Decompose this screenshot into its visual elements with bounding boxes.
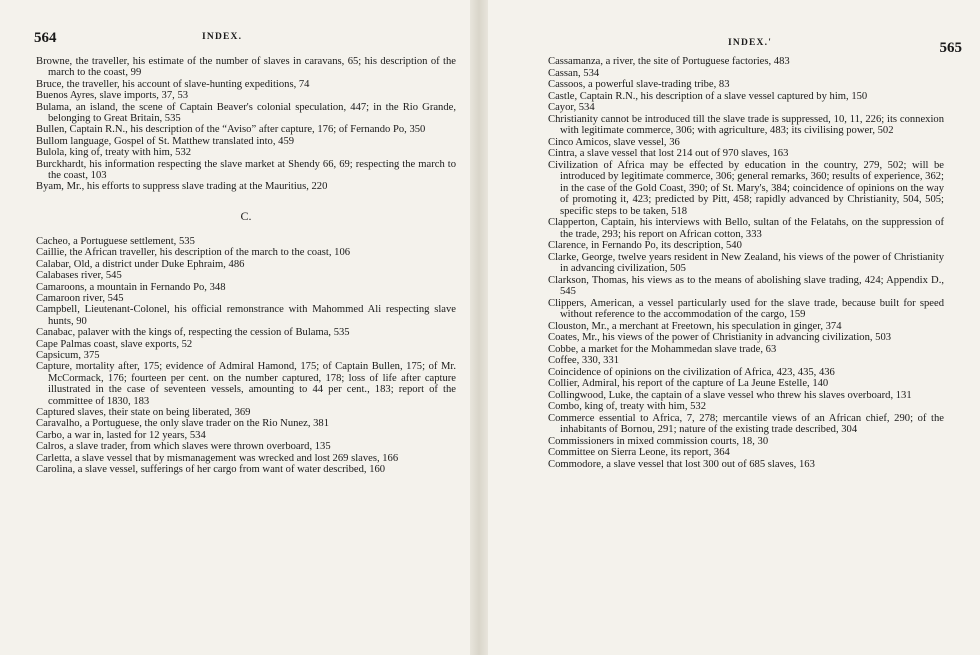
index-entry: Clouston, Mr., a merchant at Freetown, his speculation in ginger, 374 bbox=[548, 320, 842, 332]
index-section-c-continued bbox=[548, 56, 944, 470]
index-section-b bbox=[36, 56, 456, 193]
index-entry: Combo, king of, treaty with him, 532 bbox=[548, 401, 707, 412]
index-entry: Cintra, a slave vessel that lost 214 out of 970 slaves, 163 bbox=[548, 148, 789, 159]
index-entry: Camaroons, a mountain in Fernando Po, 348 bbox=[36, 281, 226, 293]
index-section-c bbox=[36, 236, 456, 476]
index-entry: Coincidence of opinions on the civilization of Africa, 423, 435, 436 bbox=[548, 366, 835, 378]
index-entry: Clarence, in Fernando Po, its description, 540 bbox=[548, 240, 742, 251]
index-entry: Commerce essential to Africa, 7, 278; mercantile views of an African chief, 290; of the inhabitants of Bornou, 291; nature of the existing trade described, 304 bbox=[548, 412, 944, 435]
index-entry: Castle, Captain R.N., his description of a slave vessel captured by him, 150 bbox=[548, 90, 868, 102]
index-entry: Commodore, a slave vessel that lost 300 out of 685 slaves, 163 bbox=[548, 458, 815, 470]
index-entry: Cassoos, a powerful slave-trading tribe, 83 bbox=[548, 79, 730, 90]
index-entry: Commissioners in mixed commission courts, 18, 30 bbox=[548, 435, 769, 447]
index-entry: Carletta, a slave vessel that by mismanagement was wrecked and lost 269 slaves, 166 bbox=[36, 452, 399, 464]
index-entry: Camaroon river, 545 bbox=[36, 292, 124, 304]
index-entry: Cacheo, a Portuguese settlement, 535 bbox=[36, 235, 195, 247]
index-entry: Civilization of Africa may be effected by education in the country, 279, 502; will be introduced by legitimate commerce, 306; general remarks, 360; results of experience, 362; in the case of the Gold Coast, 390; of St. Mary's, 384; coincidence of opinions on the way of promoting it, 423; predicted by Pitt, 458; rapidly advanced by Christianity, 504, 505; specific steps to be taken, 518 bbox=[548, 159, 944, 217]
index-entry: Clarkson, Thomas, his views as to the means of abolishing slave trading, 424; Appendix D., 545 bbox=[548, 274, 944, 297]
index-entry: Capture, mortality after, 175; evidence of Admiral Hamond, 175; of Captain Bullen, 175; of Mr. McCormack, 176; fourteen per cent. on the number captured, 178; loss of life after capture illustrated in the case of seventeen vessels, amounting to 44 per cent., 183; report of the committee of 1830, 183 bbox=[36, 361, 456, 407]
index-entry: Canabac, palaver with the kings of, respecting the cession of Bulama, 535 bbox=[36, 327, 350, 339]
index-entry: Byam, Mr., his efforts to suppress slave trading at the Mauritius, 220 bbox=[36, 181, 328, 193]
page-number: 565 bbox=[939, 40, 962, 56]
right-page-header bbox=[548, 30, 962, 56]
index-entry: Cobbe, a market for the Mohammedan slave trade, 63 bbox=[548, 343, 777, 355]
index-entry: Captured slaves, their state on being liberated, 369 bbox=[36, 406, 251, 418]
index-entry: Clippers, American, a vessel particularly used for the slave trade, because built for speed without reference to the accommodation of the cargo, 159 bbox=[548, 297, 944, 320]
index-entry: Campbell, Lieutenant-Colonel, his official remonstrance with Mahommed Ali respecting slave hunts, 90 bbox=[36, 304, 456, 327]
index-entry: Calabases river, 545 bbox=[36, 270, 122, 282]
index-entry: Buenos Ayres, slave imports, 37, 53 bbox=[36, 90, 189, 102]
section-letter: C. bbox=[240, 208, 252, 223]
running-head: INDEX. bbox=[202, 32, 243, 42]
index-entry: Bruce, the traveller, his account of slave-hunting expeditions, 74 bbox=[36, 78, 310, 90]
index-entry: Bulola, king of, treaty with him, 532 bbox=[36, 147, 192, 159]
index-entry: Cinco Amicos, slave vessel, 36 bbox=[548, 136, 680, 148]
index-entry: Bullen, Captain R.N., his description of the “Aviso” after capture, 176; of Fernando Po, 350 bbox=[36, 124, 426, 136]
index-entry: Calros, a slave trader, from which slaves were thrown overboard, 135 bbox=[36, 441, 331, 453]
index-entry: Caravalho, a Portuguese, the only slave trader on the Rio Nunez, 381 bbox=[36, 418, 330, 430]
book-gutter bbox=[470, 0, 488, 655]
page-number: 564 bbox=[34, 30, 57, 46]
index-entry: Browne, the traveller, his estimate of the number of slaves in caravans, 65; his description of the march to the coast, 99 bbox=[36, 56, 456, 79]
index-entry: Collier, Admiral, his report of the capture of La Jeune Estelle, 140 bbox=[548, 378, 829, 389]
index-entry: Capsicum, 375 bbox=[36, 349, 100, 361]
index-entry: Cassan, 534 bbox=[548, 67, 600, 79]
index-entry: Cayor, 534 bbox=[548, 102, 595, 113]
index-entry: Carbo, a war in, lasted for 12 years, 534 bbox=[36, 429, 206, 441]
index-entry: Bulama, an island, the scene of Captain Beaver's colonial speculation, 447; in the Rio Grande, belonging to Great Britain, 535 bbox=[36, 101, 456, 125]
right-page bbox=[488, 0, 980, 655]
index-entry: Coates, Mr., his views of the power of Christianity in advancing civilization, 503 bbox=[548, 332, 892, 343]
index-entry: Clarke, George, twelve years resident in New Zealand, his views of the power of Christianity in advancing civilization, 505 bbox=[548, 251, 944, 274]
left-page-header bbox=[36, 30, 456, 56]
index-entry: Calabar, Old, a district under Duke Ephraim, 486 bbox=[36, 258, 245, 270]
index-entry: Collingwood, Luke, the captain of a slave vessel who threw his slaves overboard, 131 bbox=[548, 389, 912, 401]
index-entry: Cassamanza, a river, the site of Portuguese factories, 483 bbox=[548, 56, 790, 67]
index-entry: Bullom language, Gospel of St. Matthew translated into, 459 bbox=[36, 135, 295, 147]
index-entry: Clapperton, Captain, his interviews with Bello, sultan of the Felatahs, on the suppression of the trade, 293; his report on African cotton, 333 bbox=[548, 217, 944, 240]
index-entry: Committee on Sierra Leone, its report, 364 bbox=[548, 447, 730, 458]
index-entry: Burckhardt, his information respecting the slave market at Shendy 66, 69; respecting the march to the coast, 103 bbox=[36, 158, 456, 182]
index-entry: Carolina, a slave vessel, sufferings of her cargo from want of water described, 160 bbox=[36, 464, 386, 475]
index-entry: Cape Palmas coast, slave exports, 52 bbox=[36, 338, 193, 350]
index-entry: Coffee, 330, 331 bbox=[548, 355, 620, 366]
index-entry: Caillie, the African traveller, his description of the march to the coast, 106 bbox=[36, 247, 351, 259]
left-page bbox=[0, 0, 470, 655]
running-head: INDEX.' bbox=[728, 38, 773, 48]
index-entry: Christianity cannot be introduced till the slave trade is suppressed, 10, 11, 226; its connexion with legitimate commerce, 306; with agriculture, 483; its civilising power, 502 bbox=[548, 113, 944, 136]
